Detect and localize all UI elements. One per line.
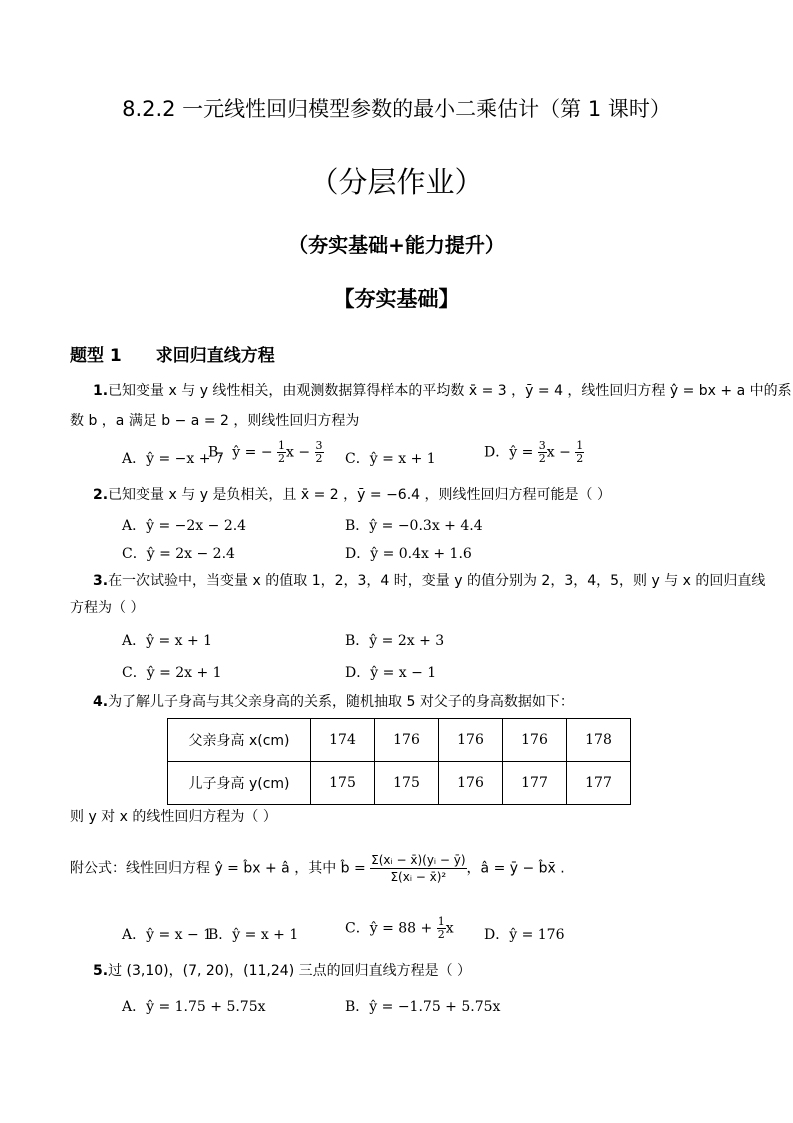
table-cell: 174 — [311, 719, 375, 762]
table-cell: 178 — [567, 719, 631, 762]
q1-b-frac1 — [277, 440, 286, 465]
q2-option-c: C．ŷ = 2x − 2.4 — [122, 546, 235, 562]
q1-line1 — [93, 381, 792, 401]
q1-option-d — [484, 440, 584, 465]
q1-b-frac2 — [315, 440, 324, 465]
page-subtitle: （分层作业） — [309, 165, 484, 199]
q1-b-frac2-den: 2 — [315, 452, 323, 465]
formula-numerator: Σ(xᵢ − x̄)(yᵢ − ȳ) — [371, 853, 466, 867]
q1-number: 1. — [93, 383, 109, 399]
formula-prefix: 附公式：线性回归方程 ŷ = b̂x + â ，其中 b̂ = — [70, 860, 371, 877]
q1-d-prefix: D．ŷ = — [484, 444, 538, 461]
q4-option-b: B．ŷ = x + 1 — [208, 927, 299, 943]
q4-number: 4. — [93, 694, 109, 710]
q4-option-a: A．ŷ = x − 1 — [122, 927, 213, 943]
q2-option-d: D．ŷ = 0.4x + 1.6 — [345, 546, 472, 562]
levels-heading: （夯实基础+能力提升） — [288, 233, 505, 257]
q5-number: 5. — [93, 963, 109, 979]
q3-option-d: D．ŷ = x − 1 — [345, 665, 437, 681]
formula-denominator: Σ(xᵢ − x̄)² — [390, 870, 447, 884]
q1-b-frac1-num: 1 — [278, 439, 286, 452]
q1-option-a: A．ŷ = −x + 7 — [122, 451, 224, 467]
q3-line2: 方程为（ ） — [70, 600, 145, 616]
q2-number: 2. — [93, 487, 109, 503]
q4-formula — [70, 852, 565, 885]
q1-d-frac1-num: 3 — [538, 439, 546, 452]
height-table — [167, 718, 631, 805]
q1-option-c: C．ŷ = x + 1 — [345, 451, 436, 467]
page-title: 8.2.2 一元线性回归模型参数的最小二乘估计（第 1 课时） — [122, 97, 671, 121]
q4-after-table: 则 y 对 x 的线性回归方程为（ ） — [70, 809, 277, 825]
q1-d-frac2-den: 2 — [576, 452, 584, 465]
q1-d-frac2-num: 1 — [576, 439, 584, 452]
table-cell: 176 — [439, 762, 503, 805]
topic-heading — [70, 341, 275, 366]
table-row — [168, 762, 631, 805]
q4-c-prefix: C．ŷ = 88 + — [345, 920, 437, 937]
q1-b-frac2-num: 3 — [315, 439, 323, 452]
table-cell: 176 — [375, 719, 439, 762]
q4-text — [93, 692, 574, 712]
table-cell: 177 — [503, 762, 567, 805]
q1-b-prefix: B．ŷ = − — [208, 444, 278, 461]
q3-option-b: B．ŷ = 2x + 3 — [345, 633, 445, 649]
q3-number: 3. — [93, 573, 109, 589]
q4-c-suffix: x — [445, 920, 454, 937]
q1-d-frac2 — [575, 440, 584, 465]
q4-c-frac — [437, 916, 446, 941]
q1-d-mid: x − — [546, 444, 576, 461]
table-cell: 175 — [311, 762, 375, 805]
formula-suffix: ，â = ȳ − b̂x̄ . — [466, 860, 565, 877]
formula-fraction — [370, 852, 466, 885]
q1-b-frac1-den: 2 — [278, 452, 286, 465]
q3-option-a: A．ŷ = x + 1 — [122, 633, 213, 649]
table-cell: 176 — [503, 719, 567, 762]
q2-option-a: A．ŷ = −2x − 2.4 — [122, 518, 247, 534]
table-row-label: 父亲身高 x(cm) — [168, 719, 311, 762]
q4-stem: 为了解儿子身高与其父亲身高的关系，随机抽取 5 对父子的身高数据如下： — [108, 694, 574, 710]
q3-stem: 在一次试验中，当变量 x 的值取 1，2，3，4 时，变量 y 的值分别为 2，3，4，5，则 y 与 x 的回归直线 — [108, 573, 766, 589]
q5-option-b: B．ŷ = −1.75 + 5.75x — [345, 999, 501, 1015]
q2-option-b: B．ŷ = −0.3x + 4.4 — [345, 518, 483, 534]
q2-text — [93, 485, 611, 505]
q1-d-frac1-den: 2 — [538, 452, 546, 465]
q5-option-a: A．ŷ = 1.75 + 5.75x — [122, 999, 266, 1015]
q4-c-frac-num: 1 — [437, 915, 445, 928]
q3-line1 — [93, 571, 765, 591]
q1-text-1: 已知变量 x 与 y 线性相关，由观测数据算得样本的平均数 x̄ = 3 ，ȳ = 4 ，线性回归方程 ŷ = bx + a 中的系 — [108, 383, 792, 399]
q5-stem: 过 (3,10)，(7, 20)，(11,24) 三点的回归直线方程是（ ） — [108, 963, 472, 979]
q4-c-frac-den: 2 — [437, 928, 445, 941]
q2-stem: 已知变量 x 与 y 是负相关，且 x̄ = 2 ，ȳ = −6.4 ，则线性回归方程可能是（ ） — [108, 487, 611, 503]
table-row — [168, 719, 631, 762]
q4-option-d: D．ŷ = 176 — [484, 927, 565, 943]
q1-option-b — [208, 440, 324, 465]
q1-line2: 数 b ，a 满足 b − a = 2 ，则线性回归方程为 — [70, 413, 360, 429]
table-cell: 175 — [375, 762, 439, 805]
table-cell: 176 — [439, 719, 503, 762]
topic-label: 题型 1 — [70, 346, 122, 366]
topic-name: 求回归直线方程 — [155, 346, 275, 366]
q4-option-c — [345, 916, 454, 941]
table-row-label: 儿子身高 y(cm) — [168, 762, 311, 805]
q3-option-c: C．ŷ = 2x + 1 — [122, 665, 222, 681]
q5-text — [93, 961, 471, 981]
section-heading: 【夯实基础】 — [333, 287, 460, 311]
q1-d-frac1 — [538, 440, 547, 465]
q1-b-mid: x − — [286, 444, 315, 461]
table-cell: 177 — [567, 762, 631, 805]
